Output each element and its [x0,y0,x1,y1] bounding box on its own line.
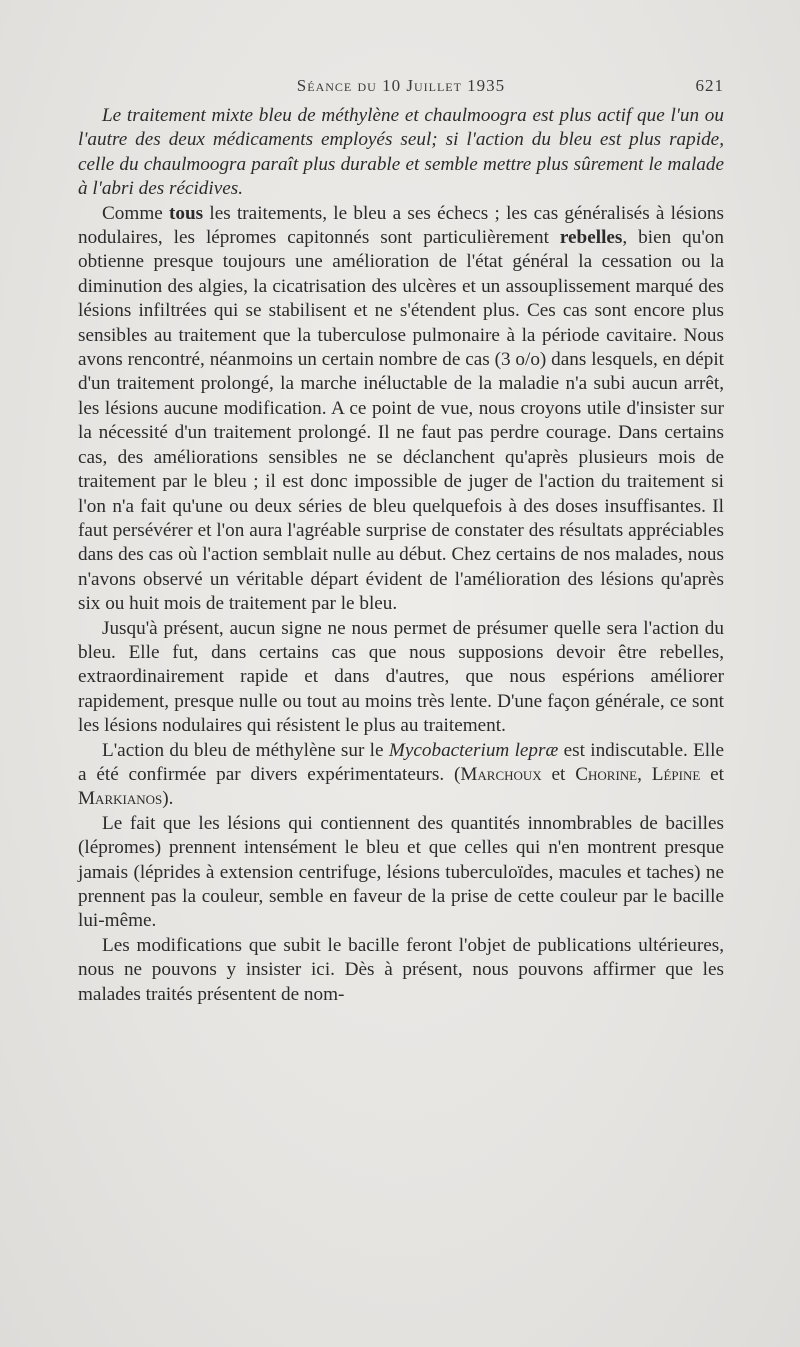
page-number: 621 [695,76,724,95]
paragraph-text: et [700,763,724,785]
paragraph-text: les traitements, le bleu a ses échecs ; les cas généralisés à lésions nodulaires, les lépromes capitonnés sont particulièrement [78,202,724,249]
emphasis-word: rebelles [559,227,623,249]
species-name: Mycobacterium lepræ [388,739,559,761]
running-head [78,70,724,104]
paragraph-text: est indiscutable. Elle a été confirmée par divers expérimentateurs. ( [78,739,724,785]
author-name: Markianos [78,788,163,810]
paragraph-treatment-failures [78,202,724,617]
paragraph-text: , bien qu'on obtienne presque toujours une amélioration de l'état général la cessation ou la diminution des algies, la cicatrisation des ulcères et un assouplissement marqué des lésions infiltrées qui se stabilisent et ne s'étendent plus. Ces cas sont encore plus sensibles au traitement que la tuberculose pulmonaire à la période cavitaire. Nous avons rencontré, néanmoins un certain nombre de cas (3 o/o) dans lesquels, en dépit d'un traitement prolongé, la marche inéluctable de la maladie n'a subi aucun arrêt, les lésions aucune modification. A ce point de vue, nous croyons utile d'insister sur la nécessité d'un traitement prolongé. Il ne faut pas perdre courage. Dans certains cas, des améliorations sensibles ne se déclanchent qu'après plusieurs mois de traitement par le bleu ; il est donc impossible de juger de l'action du traitement si l'on n'a fait qu'une ou deux séries de bleu quelquefois à des doses insuffisantes. Il faut persévérer et l'on aura l'agréable surprise de constater des résultats appréciables dans des cas où l'action semblait nulle au début. Chez certains de nos malades, nous n'avons observé un véritable départ évident de l'amélioration des lésions qu'après six ou huit mois de traitement par le bleu. [78,227,724,615]
paragraph-mixed-treatment: Le traitement mixte bleu de méthylène et chaulmoogra est plus actif que l'un ou l'autre des deux médicaments employés seul; si l'action du bleu est plus rapide, celle du chaulmoogra paraît plus durable et semble mettre plus sûrement le malade à l'abri des récidives. [78,105,724,200]
author-name: Lépine [651,763,701,785]
paragraph-text: Comme [102,202,170,224]
paragraph-text: L'action du bleu de méthylène sur le [102,739,389,761]
book-page [78,70,724,1007]
paragraph-text: ). [162,788,174,810]
author-name: Chorine [575,763,638,785]
paragraph-text: et [541,763,576,785]
body-text [78,104,724,1007]
paragraph-mycobacterium-action [78,739,724,812]
paragraph-lesion-staining: Le fait que les lésions qui contiennent des quantités innombrables de bacilles (lépromes) prennent intensément le bleu et que celles qui n'en montrent presque jamais (léprides à extension centrifuge, lésions tuberculoïdes, macules et taches) ne prennent pas la couleur, semble en faveur de la prise de cette couleur par le bacille lui-même. [78,812,724,932]
emphasis-word: tous [169,202,204,224]
running-head-title: Séance du 10 Juillet 1935 [296,76,506,95]
paragraph-bacillus-modifications: Les modifications que subit le bacille feront l'objet de publications ultérieures, nous ne pouvons y insister ici. Dès à présent, nous pouvons affirmer que les malades traités présentent de nom- [78,934,724,1005]
author-name: Marchoux [460,763,542,785]
paragraph-text: , [637,763,652,785]
paragraph-no-predictive-sign: Jusqu'à présent, aucun signe ne nous permet de présumer quelle sera l'action du bleu. Elle fut, dans certains cas que nous supposions devoir être rebelles, extraordinairement rapide et dans d'autres, que nous espérions améliorer rapidement, presque nulle ou tout au moins très lente. D'une façon générale, ce sont les lésions nodulaires qui résistent le plus au traitement. [78,617,724,737]
